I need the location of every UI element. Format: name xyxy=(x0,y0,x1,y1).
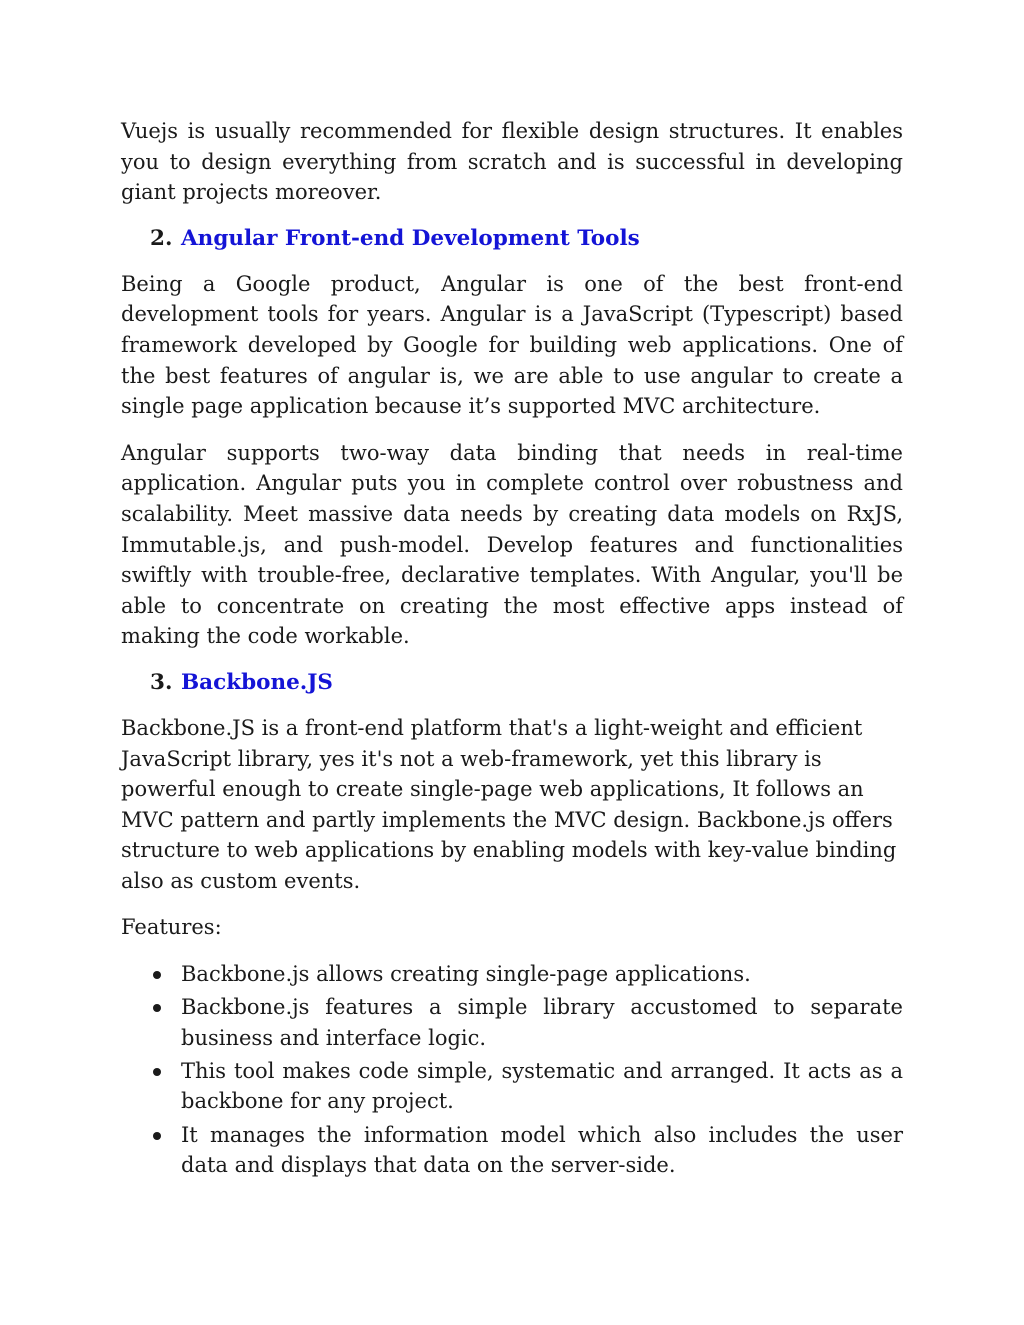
intro-paragraph: Vuejs is usually recommended for flexible design structures. It enables you to design everything from scratch and is successful in developing giant projects moreover. xyxy=(121,119,903,205)
section-title-link[interactable]: Backbone.JS xyxy=(181,669,333,695)
feature-text: Backbone.js features a simple library accustomed to separate business and interface logic. xyxy=(181,995,903,1050)
bullet-icon xyxy=(153,1004,161,1012)
document-page xyxy=(121,116,903,1183)
angular-paragraph-2: Angular supports two-way data binding that needs in real-time application. Angular puts you in complete control over robustness and scalability. Meet massive data needs by creating data models on RxJS, Immutable.js, and push-model. Develop features and functionalities swiftly with trouble-free, declarative templates. With Angular, you'll be able to concentrate on creating the most effective apps instead of making the code workable. xyxy=(121,440,903,649)
section-title-link[interactable]: Angular Front-end Development Tools xyxy=(181,225,640,251)
section-heading-backbone xyxy=(121,668,903,698)
section-heading-angular xyxy=(121,224,903,254)
bullet-icon xyxy=(153,1132,161,1140)
feature-text: It manages the information model which also includes the user data and displays that data on the server-side. xyxy=(181,1122,903,1178)
section-number: 2. xyxy=(150,225,173,251)
list-item xyxy=(121,1056,903,1117)
backbone-paragraph: Backbone.JS is a front-end platform that's a light-weight and efficient JavaScript library, yes it's not a web-framework, yet this library is powerful enough to create single-page web applications, It follows an MVC pattern and partly implements the MVC design. Backbone.js offers structure to web applications by enabling models with key-value binding also as custom events. xyxy=(121,715,897,893)
bullet-icon xyxy=(153,1068,161,1076)
feature-text: Backbone.js allows creating single-page applications. xyxy=(181,962,751,987)
list-item xyxy=(121,992,903,1053)
list-item xyxy=(121,1120,903,1181)
section-number: 3. xyxy=(150,669,173,695)
bullet-icon xyxy=(153,971,161,979)
feature-text: This tool makes code simple, systematic and arranged. It acts as a backbone for any project. xyxy=(181,1058,903,1114)
features-list xyxy=(121,959,903,1181)
features-label: Features: xyxy=(121,915,222,940)
list-item xyxy=(121,959,903,990)
angular-paragraph-1: Being a Google product, Angular is one of the best front-end development tools for years. Angular is a JavaScript (Typescript) based framework developed by Google for building web applications. One of the best features of angular is, we are able to use angular to create a single page application because it’s supported MVC architecture. xyxy=(121,271,903,419)
